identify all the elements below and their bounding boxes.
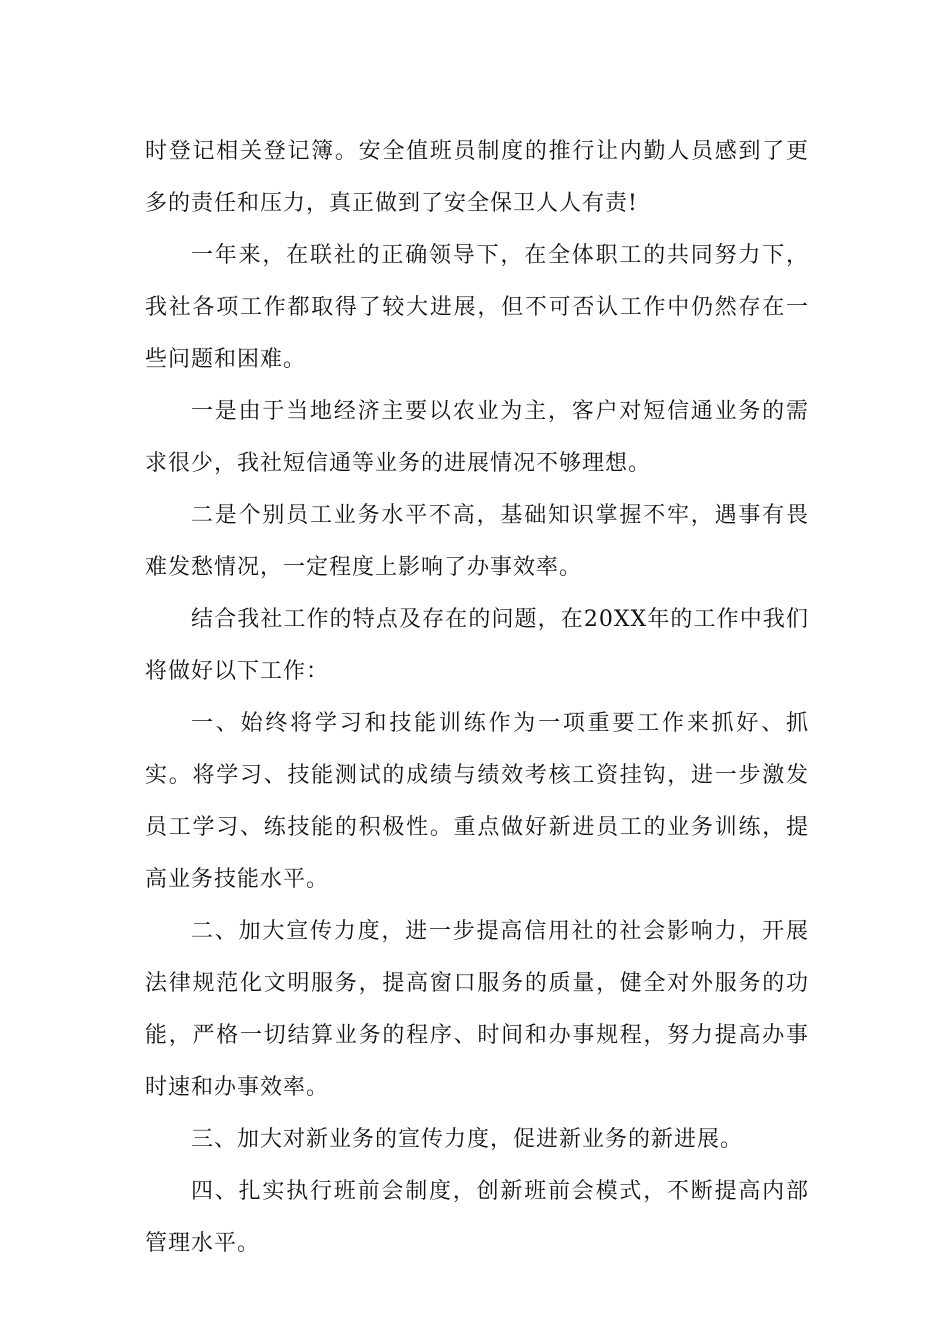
paragraph-6: 一、始终将学习和技能训练作为一项重要工作来抓好、抓实。将学习、技能测试的成绩与绩效考核工资挂钩，进一步激发员工学习、练技能的积极性。重点做好新进员工的业务训练，提高业务技能水平。 bbox=[145, 711, 809, 892]
paragraph-7: 二、加大宣传力度，进一步提高信用社的社会影响力，开展法律规范化文明服务，提高窗口服务的质量，健全对外服务的功能，严格一切结算业务的程序、时间和办事规程，努力提高办事时速和办事效率。 bbox=[145, 919, 809, 1100]
paragraph-9: 四、扎实执行班前会制度，创新班前会模式，不断提高内部管理水平。 bbox=[145, 1179, 809, 1256]
paragraph-4: 二是个别员工业务水平不高，基础知识掌握不牢，遇事有畏难发愁情况，一定程度上影响了办事效率。 bbox=[145, 503, 809, 580]
paragraph-2: 一年来，在联社的正确领导下，在全体职工的共同努力下，我社各项工作都取得了较大进展，但不可否认工作中仍然存在一些问题和困难。 bbox=[145, 243, 809, 372]
document-body bbox=[145, 126, 809, 1270]
paragraph-3: 一是由于当地经济主要以农业为主，客户对短信通业务的需求很少，我社短信通等业务的进展情况不够理想。 bbox=[145, 399, 809, 476]
paragraph-8: 三、加大对新业务的宣传力度，促进新业务的新进展。 bbox=[191, 1127, 744, 1152]
paragraph-1: 时登记相关登记簿。安全值班员制度的推行让内勤人员感到了更多的责任和压力，真正做到了安全保卫人人有责! bbox=[145, 139, 809, 216]
paragraph-5: 结合我社工作的特点及存在的问题，在20XX年的工作中我们将做好以下工作： bbox=[145, 607, 809, 684]
